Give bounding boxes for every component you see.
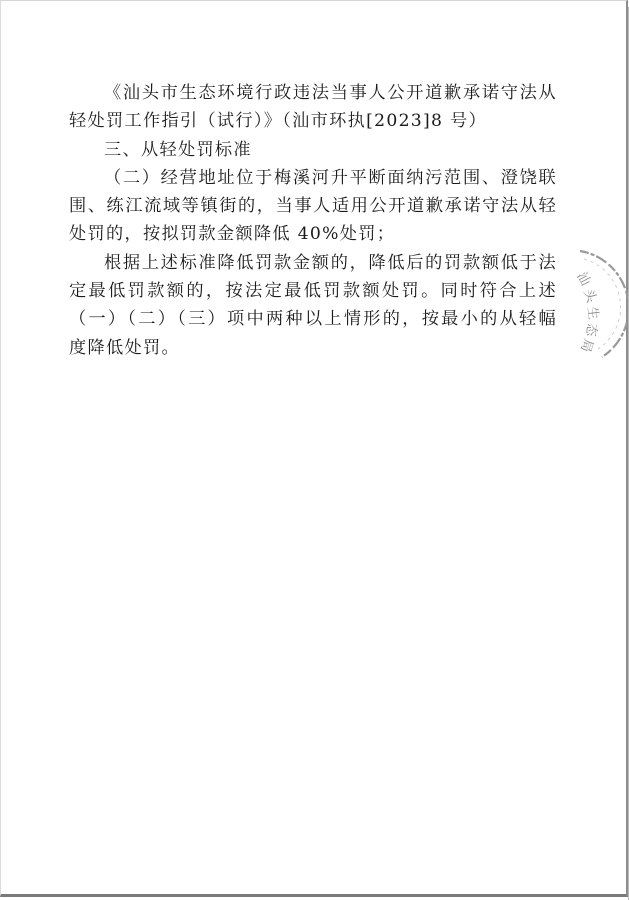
- seal-graphic: [574, 245, 629, 363]
- paragraph-rule-line-4: 度降低处罚。: [69, 337, 180, 358]
- paragraph-rule-line-2: 定最低罚款额的，按法定最低罚款额处罚。同时符合上述: [69, 281, 557, 302]
- svg-text:头: 头: [580, 287, 599, 305]
- document-body: [69, 85, 557, 368]
- paragraph-citation-line-2: 轻处罚工作指引（试行）》（汕市环执[2023]8 号）: [69, 111, 488, 132]
- paragraph-rule-line-3: （一）（二）（三）项中两种以上情形的，按最小的从轻幅: [69, 309, 557, 330]
- paragraph-item-two-line-2: 围、练江流域等镇街的，当事人适用公开道歉承诺守法从轻: [69, 196, 557, 217]
- section-heading: 三、从轻处罚标准: [104, 139, 252, 160]
- paragraph-citation-line-1: 《汕头市生态环境行政违法当事人公开道歉承诺守法从: [104, 83, 557, 103]
- official-seal-stamp: [574, 245, 629, 363]
- svg-text:态: 态: [582, 322, 599, 338]
- paragraph-rule-line-1: 根据上述标准降低罚款金额的，降低后的罚款额低于法: [104, 252, 557, 273]
- paragraph-item-two-line-3: 处罚的，按拟罚款金额降低 40%处罚；: [69, 224, 396, 245]
- paragraph-item-two-line-1: （二）经营地址位于梅溪河升平断面纳污范围、澄饶联: [104, 167, 557, 188]
- svg-text:汕: 汕: [573, 269, 593, 289]
- svg-text:局: 局: [577, 336, 596, 354]
- svg-text:生: 生: [584, 305, 601, 321]
